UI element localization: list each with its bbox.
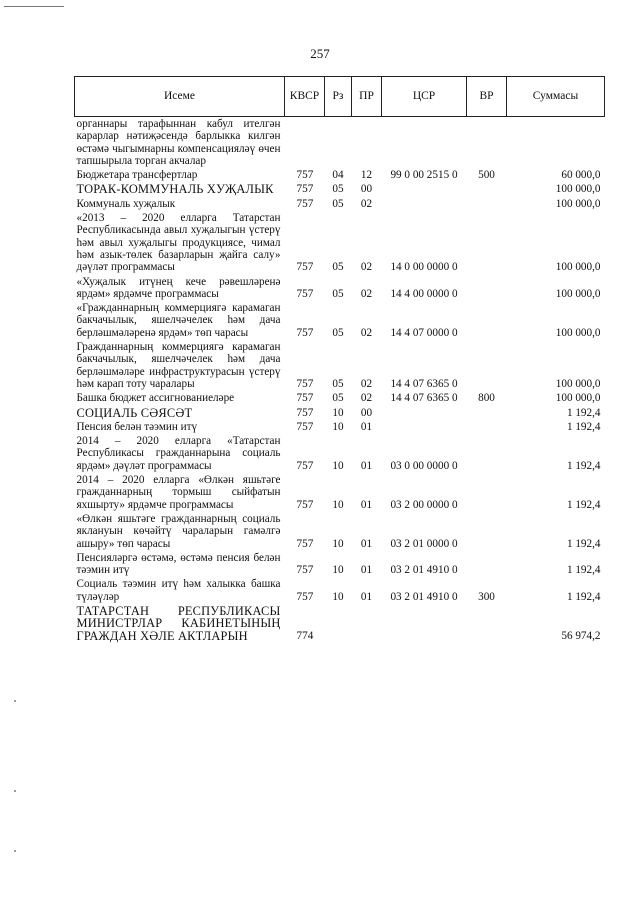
cell-name: «Өлкән яшьтәге гражданнарның социаль яклануын көчәйтү чараларын гамәлгә ашыру» төп чарасы — [76, 512, 281, 550]
table-row — [75, 406, 605, 420]
cell-csr — [382, 197, 467, 211]
cell-pr: 01 — [360, 537, 373, 550]
cell-pr: 02 — [360, 377, 373, 390]
cell-vr — [467, 197, 507, 211]
cell-pr: 02 — [360, 287, 373, 300]
cell-vr — [467, 301, 507, 340]
cell-csr: 03 2 01 0000 0 — [390, 537, 458, 550]
cell-kvsr: 757 — [296, 406, 314, 419]
cell-rz: 05 — [332, 183, 344, 196]
cell-csr — [382, 182, 467, 196]
cell-csr: 14 0 00 0000 0 — [390, 261, 458, 274]
cell-name: ТОРАК-КОММУНАЛЬ ХУҖАЛЫК — [76, 182, 274, 197]
cell-vr — [467, 420, 507, 434]
header-kvsr: КВСР — [285, 77, 325, 117]
cell-sum: 100 000,0 — [555, 197, 601, 210]
budget-table — [74, 76, 605, 643]
cell-pr: 01 — [360, 564, 373, 577]
cell-kvsr: 757 — [296, 537, 314, 550]
table-row — [75, 117, 605, 169]
cell-sum: 100 000,0 — [555, 392, 601, 405]
cell-vr — [467, 434, 507, 473]
cell-name: ТАТАРСТАН РЕСПУБЛИКАСЫ МИНИСТРЛАР КАБИНЕТЫНЫҢ ГРАЖДАН ХӘЛЕ АКТЛАРЫН — [76, 603, 281, 643]
cell-csr: 03 2 00 0000 0 — [390, 498, 458, 511]
header-sum: Суммасы — [507, 77, 605, 117]
table-body — [75, 117, 605, 643]
cell-sum: 56 974,2 — [561, 629, 601, 642]
table-row — [75, 512, 605, 551]
cell-name: «2013 – 2020 елларга Татарстан Республикасында авыл хуҗалыгын үстерү һәм авыл хуҗалыгы продукциясе, чимал һәм азык-төлек базарларын җайга салу» дәүләт программасы — [76, 212, 281, 274]
cell-kvsr: 757 — [296, 326, 314, 339]
cell-pr: 02 — [360, 197, 373, 210]
cell-rz: 10 — [332, 406, 344, 419]
cell-pr: 01 — [360, 420, 373, 433]
cell-rz: 05 — [332, 392, 344, 405]
header-rz: Рз — [325, 77, 352, 117]
cell-kvsr: 757 — [296, 459, 314, 472]
cell-pr: 01 — [360, 590, 373, 603]
cell-rz: 05 — [332, 287, 344, 300]
table-row — [75, 182, 605, 196]
cell-sum: 1 192,4 — [566, 498, 601, 511]
cell-name: Гражданнарның коммерциягә карамаган бакчачылык, яшелчәчелек һәм дача берләшмәләре инфраструктурасын үстерү һәм карап тоту чаралары — [76, 341, 281, 390]
cell-kvsr: 757 — [296, 169, 314, 182]
cell-sum: 1 192,4 — [566, 406, 601, 419]
cell-kvsr: 757 — [296, 420, 314, 433]
cell-vr — [467, 211, 507, 274]
cell-kvsr: 757 — [296, 197, 314, 210]
header-csr: ЦСР — [382, 77, 467, 117]
cell-csr: 99 0 00 2515 0 — [390, 169, 458, 182]
cell-name: Пенсияләргә өстәмә, өстәмә пенсия белән тәэмин итү — [76, 551, 281, 577]
cell-kvsr: 757 — [296, 377, 314, 390]
cell-kvsr: 757 — [296, 261, 314, 274]
cell-csr: 14 4 07 6365 0 — [390, 377, 458, 390]
table-row — [75, 168, 605, 182]
cell-csr — [382, 420, 467, 434]
cell-pr: 02 — [360, 261, 373, 274]
table-row — [75, 301, 605, 340]
cell-pr: 00 — [360, 183, 373, 196]
scan-mark — [14, 700, 16, 702]
cell-name: «Хуҗалык итүнең кече рәвешләренә ярдәм» ярдәмче программасы — [76, 275, 281, 300]
cell-vr — [467, 473, 507, 512]
cell-name: Коммуналь хуҗалык — [76, 197, 176, 210]
cell-csr: 14 4 07 0000 0 — [390, 326, 458, 339]
cell-rz — [325, 604, 352, 643]
table-row — [75, 275, 605, 302]
table-row — [75, 604, 605, 643]
cell-name: 2014 – 2020 елларга «Өлкән яшьтәге гражданнарның тормыш сыйфатын яхшырту» ярдәмче программасы — [76, 474, 281, 511]
cell-pr: 01 — [360, 498, 373, 511]
cell-kvsr: 757 — [296, 183, 314, 196]
cell-kvsr: 757 — [296, 564, 314, 577]
cell-vr: 500 — [478, 169, 495, 182]
cell-kvsr — [285, 117, 325, 169]
cell-kvsr: 757 — [296, 590, 314, 603]
table-row — [75, 551, 605, 578]
cell-vr — [467, 275, 507, 302]
table-row — [75, 420, 605, 434]
cell-rz: 10 — [332, 420, 344, 433]
cell-name: СОЦИАЛЬ СӘЯСӘТ — [76, 405, 193, 420]
cell-vr — [467, 182, 507, 196]
cell-name: «Гражданнарның коммерциягә карамаган бакчачылык, яшелчәчелек һәм дача берләшмәләренә ярдәм» төп чарасы — [76, 302, 281, 339]
cell-rz: 10 — [332, 564, 344, 577]
table-row — [75, 391, 605, 405]
cell-rz: 05 — [332, 377, 344, 390]
header-vr: ВР — [467, 77, 507, 117]
scan-mark — [14, 790, 16, 792]
cell-sum: 1 192,4 — [566, 420, 601, 433]
cell-sum: 100 000,0 — [555, 183, 601, 196]
cell-csr: 14 4 00 0000 0 — [390, 287, 458, 300]
cell-csr — [382, 406, 467, 420]
cell-pr: 00 — [360, 406, 373, 419]
cell-rz: 10 — [332, 590, 344, 603]
cell-sum: 1 192,4 — [566, 590, 601, 603]
table-row — [75, 197, 605, 211]
cell-sum: 100 000,0 — [555, 261, 601, 274]
cell-rz: 10 — [332, 537, 344, 550]
cell-kvsr: 757 — [296, 287, 314, 300]
cell-name: Башка бюджет ассигнованиеләре — [76, 392, 235, 405]
cell-rz: 10 — [332, 498, 344, 511]
table-row — [75, 340, 605, 391]
cell-csr — [382, 604, 467, 643]
cell-csr: 14 4 07 6365 0 — [390, 392, 458, 405]
cell-name: Бюджетара трансфертлар — [76, 169, 198, 182]
cell-sum: 1 192,4 — [566, 537, 601, 550]
table-row — [75, 434, 605, 473]
cell-csr: 03 0 00 0000 0 — [390, 459, 458, 472]
cell-vr — [467, 117, 507, 169]
cell-sum: 1 192,4 — [566, 564, 601, 577]
cell-rz: 05 — [332, 261, 344, 274]
cell-pr: 02 — [360, 326, 373, 339]
cell-sum: 100 000,0 — [555, 326, 601, 339]
table-row — [75, 577, 605, 604]
cell-sum: 1 192,4 — [566, 459, 601, 472]
cell-rz: 05 — [332, 197, 344, 210]
cell-sum: 100 000,0 — [555, 287, 601, 300]
cell-pr — [352, 117, 382, 169]
table-row — [75, 473, 605, 512]
cell-sum: 100 000,0 — [555, 377, 601, 390]
cell-csr: 03 2 01 4910 0 — [390, 590, 458, 603]
cell-rz: 10 — [332, 459, 344, 472]
cell-csr: 03 2 01 4910 0 — [390, 564, 458, 577]
cell-name: органнары тарафыннан кабул ителгән карарлар нәтиҗәсендә барлыкка килгән өстәмә чыгымнарны компенсацияләү өчен тапшырыла торган акчалар — [76, 118, 281, 167]
cell-vr: 300 — [478, 590, 495, 603]
cell-kvsr: 757 — [296, 392, 314, 405]
cell-rz: 04 — [332, 169, 344, 182]
cell-vr: 800 — [478, 392, 495, 405]
cell-kvsr: 774 — [296, 629, 314, 642]
cell-name: 2014 – 2020 елларга «Татарстан Республикасы гражданнарына социаль ярдәм» дәүләт программасы — [76, 435, 281, 472]
cell-sum — [507, 117, 605, 169]
cell-pr: 12 — [360, 169, 373, 182]
cell-vr — [467, 406, 507, 420]
cell-sum: 60 000,0 — [561, 169, 601, 182]
cell-pr: 02 — [360, 392, 373, 405]
cell-name: Социаль тәэмин итү һәм халыкка башка түләүләр — [76, 578, 281, 603]
page-number: 257 — [310, 46, 330, 61]
header-name: Исеме — [75, 77, 285, 117]
cell-rz: 05 — [332, 326, 344, 339]
cell-kvsr: 757 — [296, 498, 314, 511]
table-header-row — [75, 77, 605, 117]
cell-vr — [467, 551, 507, 578]
scan-edge-line — [4, 6, 64, 7]
header-pr: ПР — [352, 77, 382, 117]
cell-name: Пенсия белән тәэмин итү — [76, 420, 198, 433]
cell-vr — [467, 512, 507, 551]
cell-rz — [325, 117, 352, 169]
scan-mark — [14, 850, 16, 852]
cell-pr — [352, 604, 382, 643]
cell-vr — [467, 604, 507, 643]
table-row — [75, 211, 605, 274]
cell-vr — [467, 340, 507, 391]
cell-pr: 01 — [360, 459, 373, 472]
cell-csr — [382, 117, 467, 169]
